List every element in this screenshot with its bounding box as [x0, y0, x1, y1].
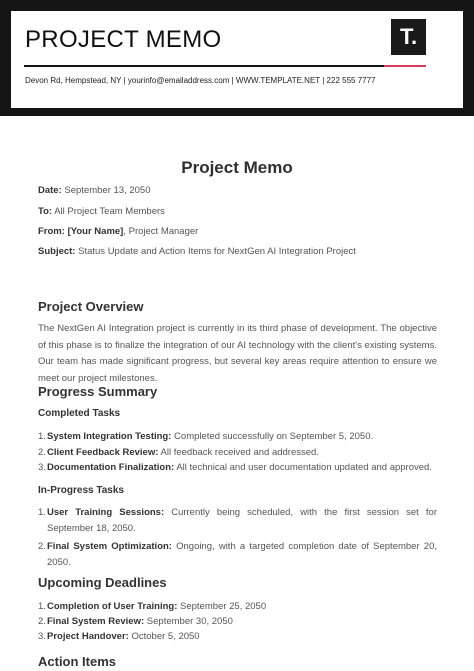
from-title: , Project Manager [123, 226, 199, 237]
list-item [38, 429, 437, 445]
list-number: 3. [38, 462, 46, 473]
list-item-text: All feedback received and addressed. [158, 446, 319, 458]
list-item-label: Project Handover: [47, 631, 129, 642]
from-label: From: [38, 226, 65, 237]
list-item-text: Currently being scheduled, with the first session set for September 18, 2050. [47, 507, 437, 534]
overview-heading: Project Overview [38, 299, 144, 314]
logo-letter: T. [399, 24, 418, 49]
list-item-text: September 30, 2050 [144, 616, 233, 627]
list-number: 1. [38, 507, 46, 518]
list-item [38, 505, 437, 537]
list-number: 1. [38, 601, 46, 612]
list-item-text: September 25, 2050 [177, 601, 267, 612]
list-item [38, 539, 437, 571]
date-value: September 13, 2050 [64, 185, 151, 196]
list-number: 2. [38, 446, 46, 458]
header-title: PROJECT MEMO [25, 26, 222, 53]
overview-text: The NextGen AI Integration project is currently in its third phase of development. The objective of this phase is to finalize the integration of our AI technology with the client's existing systems. Our team has made significant progress, but several key areas require attention to ensure we meet our project milestones. [38, 323, 437, 384]
contact-line: Devon Rd, Hempstead, NY | yourinfo@emailaddress.com | WWW.TEMPLATE.NET | 222 555 7777 [25, 76, 376, 85]
subject-label: Subject: [38, 246, 76, 257]
list-number: 3. [38, 631, 46, 642]
list-item [38, 614, 437, 629]
memo-from [38, 226, 198, 237]
progress-heading: Progress Summary [38, 384, 158, 399]
completed-list [38, 429, 437, 476]
list-item-label: User Training Sessions: [47, 507, 165, 518]
memo-subject [38, 246, 356, 257]
list-item-text: Completed successfully on September 5, 2050. [171, 431, 374, 442]
list-item-label: Final System Review: [47, 616, 145, 627]
memo-date [38, 185, 151, 196]
inprogress-heading: In-Progress Tasks [38, 485, 124, 496]
header-rule-accent [384, 65, 426, 67]
deadlines-list [38, 599, 437, 644]
list-item [38, 460, 437, 476]
list-item-label: Final System Optimization: [47, 541, 172, 552]
list-item-label: Completion of User Training: [47, 601, 178, 612]
list-item-label: Client Feedback Review: [47, 446, 159, 458]
list-item [38, 445, 437, 461]
date-label: Date: [38, 185, 62, 196]
header-rule [24, 65, 384, 67]
list-item-text: All technical and user documentation updated and approved. [174, 462, 432, 473]
list-number: 2. [38, 541, 46, 552]
list-item-label: Documentation Finalization: [47, 462, 175, 473]
action-items-heading: Action Items [38, 654, 117, 669]
deadlines-heading: Upcoming Deadlines [38, 575, 167, 590]
list-number: 2. [38, 616, 46, 627]
from-name: [Your Name] [67, 226, 124, 237]
list-item [38, 599, 437, 614]
logo [391, 19, 426, 55]
completed-heading: Completed Tasks [38, 408, 121, 419]
list-item [38, 629, 437, 644]
page-title: Project Memo [181, 158, 293, 177]
list-number: 1. [38, 431, 46, 442]
subject-value: Status Update and Action Items for NextGen AI Integration Project [78, 246, 356, 257]
list-item-text: October 5, 2050 [128, 631, 200, 642]
list-item-label: System Integration Testing: [47, 431, 172, 442]
to-value: All Project Team Members [54, 206, 165, 217]
inprogress-list [38, 505, 437, 571]
list-item-text: Ongoing, with a targeted completion date of September 20, 2050. [47, 541, 437, 568]
to-label: To: [38, 206, 53, 217]
memo-to [38, 206, 165, 217]
